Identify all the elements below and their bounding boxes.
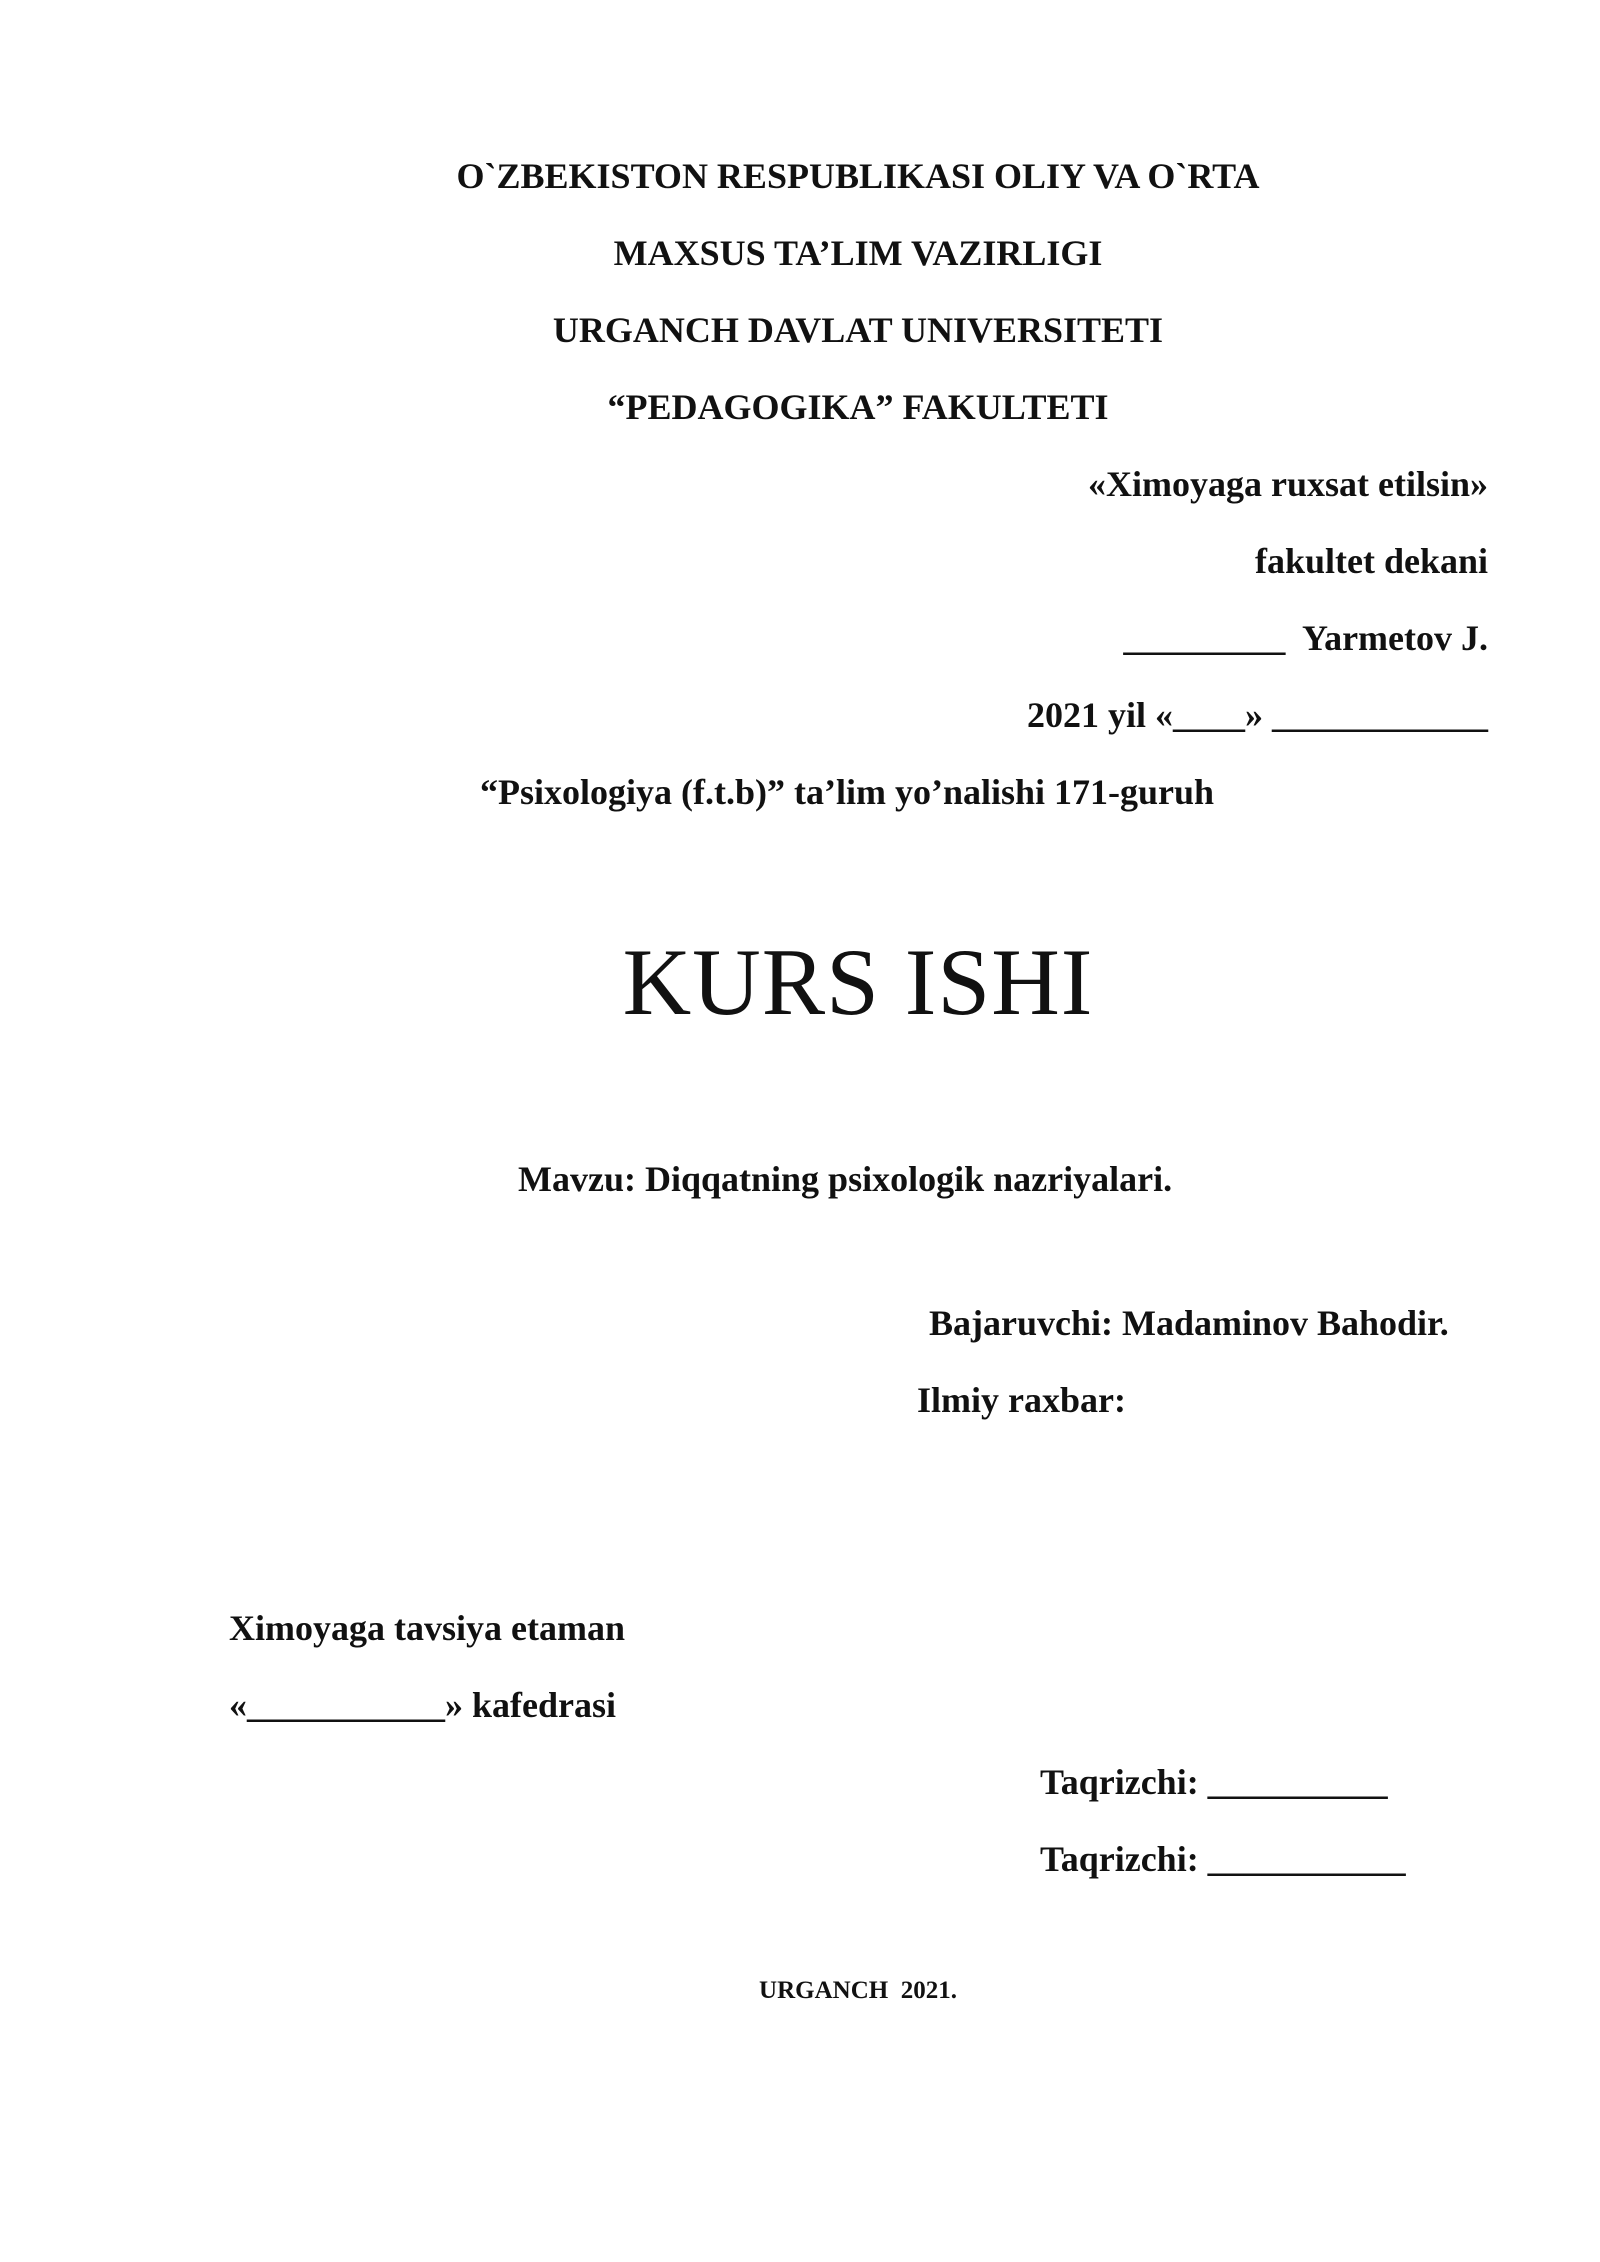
recommendation-line-1: Ximoyaga tavsiya etaman	[229, 1608, 625, 1648]
header-faculty: “PEDAGOGIKA” FAKULTETI	[607, 387, 1109, 427]
topic-line: Mavzu: Diqqatning psixologik nazriyalari.	[518, 1159, 1173, 1199]
approval-dean-role: fakultet dekani	[1254, 541, 1488, 581]
approval-signature: _________ Yarmetov J.	[1123, 618, 1488, 658]
reviewer-line: Taqrizchi: ___________	[1040, 1839, 1406, 1879]
reviewer-line: Taqrizchi: __________	[1040, 1762, 1388, 1802]
document-title: KURS ISHI	[622, 929, 1094, 1035]
approval-permission: «Ximoyaga ruxsat etilsin»	[1088, 464, 1488, 504]
approval-date: 2021 yil «____» ____________	[1026, 695, 1488, 735]
header-ministry-line-1: O`ZBEKISTON RESPUBLIKASI OLIY VA O`RTA	[456, 156, 1260, 196]
group-line: “Psixologiya (f.t.b)” ta’lim yo’nalishi 171-guruh	[480, 772, 1215, 812]
performer-line: Bajaruvchi: Madaminov Bahodir.	[929, 1303, 1449, 1343]
supervisor-line: Ilmiy raxbar:	[917, 1380, 1126, 1420]
footer-city-year: URGANCH 2021.	[759, 1977, 957, 2004]
header-university: URGANCH DAVLAT UNIVERSITETI	[552, 310, 1164, 350]
recommendation-department: «___________» kafedrasi	[229, 1685, 616, 1725]
header-ministry-line-2: MAXSUS TA’LIM VAZIRLIGI	[613, 233, 1103, 273]
